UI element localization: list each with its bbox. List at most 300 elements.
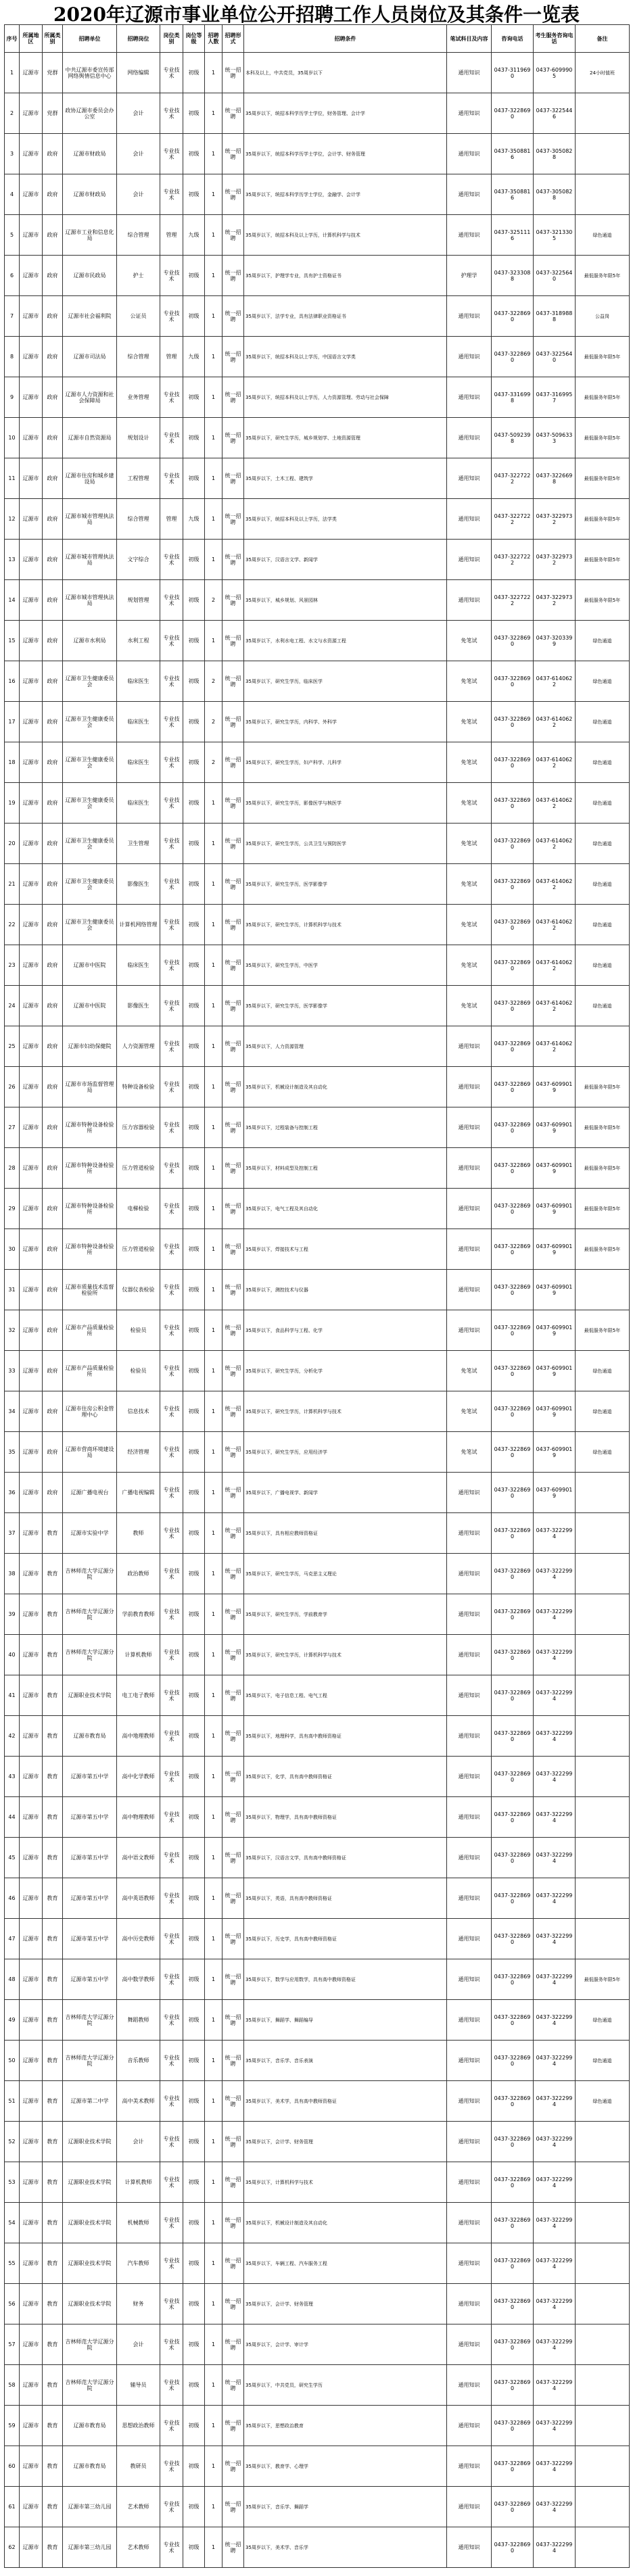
cell-service-phone: 0437-3222994 (534, 1959, 576, 2000)
cell-service-phone: 0437-6099019 (534, 1148, 576, 1189)
cell-consult-phone: 0437-3251116 (492, 215, 534, 256)
cell-unit: 辽源市社会福利院 (63, 296, 117, 337)
cell-region: 辽源市 (20, 93, 43, 134)
cell-unit: 吉林师范大学辽源分院 (63, 1594, 117, 1635)
cell-index: 59 (5, 2406, 20, 2446)
cell-post-type: 专业技术 (160, 1757, 183, 1797)
cell-index: 11 (5, 458, 20, 499)
cell-post-level: 九级 (183, 337, 205, 377)
cell-unit: 辽源市特种设备检验所 (63, 1229, 117, 1270)
table-row (5, 1675, 630, 1716)
cell-exam: 通用知识 (447, 2041, 492, 2081)
cell-headcount: 1 (205, 174, 222, 215)
cell-service-phone: 0437-3222994 (534, 1757, 576, 1797)
cell-post-level: 初级 (183, 1757, 205, 1797)
cell-post-level: 初级 (183, 174, 205, 215)
cell-consult-phone: 0437-3228690 (492, 93, 534, 134)
cell-post-type: 专业技术 (160, 2203, 183, 2243)
cell-method: 统一招聘 (222, 1067, 244, 1107)
cell-category: 教育 (43, 2081, 63, 2122)
cell-region: 辽源市 (20, 2081, 43, 2122)
cell-region: 辽源市 (20, 2000, 43, 2041)
cell-post-type: 专业技术 (160, 742, 183, 783)
cell-remark (576, 1473, 630, 1513)
cell-post-level: 初级 (183, 1797, 205, 1838)
cell-exam: 通用知识 (447, 580, 492, 621)
cell-post-type: 专业技术 (160, 2365, 183, 2406)
cell-region: 辽源市 (20, 296, 43, 337)
cell-headcount: 1 (205, 2487, 222, 2527)
table-row (5, 824, 630, 864)
cell-requirements: 35周岁以下，城乡规划、风景园林 (244, 580, 447, 621)
cell-consult-phone: 0437-3228690 (492, 2081, 534, 2122)
cell-remark (576, 1635, 630, 1675)
cell-service-phone: 0437-3222994 (534, 2203, 576, 2243)
table-row (5, 2243, 630, 2284)
cell-consult-phone: 0437-3228690 (492, 1310, 534, 1351)
cell-requirements: 35周岁以下，汉语言文学、新闻学 (244, 540, 447, 580)
cell-post-level: 初级 (183, 2406, 205, 2446)
cell-category: 政府 (43, 215, 63, 256)
cell-service-phone: 0437-3222994 (534, 1513, 576, 1554)
cell-region: 辽源市 (20, 1635, 43, 1675)
table-row (5, 499, 630, 540)
cell-unit: 辽源职业技术学院 (63, 2243, 117, 2284)
cell-category: 教育 (43, 2324, 63, 2365)
table-row (5, 986, 630, 1026)
cell-post-level: 初级 (183, 93, 205, 134)
cell-post-type: 管理 (160, 499, 183, 540)
cell-index: 51 (5, 2081, 20, 2122)
cell-headcount: 1 (205, 864, 222, 905)
cell-category: 政府 (43, 337, 63, 377)
cell-consult-phone: 0437-3228690 (492, 2000, 534, 2041)
cell-position: 临床医生 (117, 945, 160, 986)
cell-service-phone: 0437-3050828 (534, 174, 576, 215)
cell-post-level: 初级 (183, 1635, 205, 1675)
cell-remark: 绿色通道 (576, 621, 630, 661)
cell-category: 政府 (43, 905, 63, 945)
cell-post-level: 初级 (183, 1391, 205, 1432)
table-row (5, 1919, 630, 1959)
cell-service-phone: 0437-6099019 (534, 1189, 576, 1229)
cell-post-level: 初级 (183, 1959, 205, 2000)
table-row (5, 1878, 630, 1919)
table-body (5, 53, 630, 2568)
cell-position: 高中英语教师 (117, 1878, 160, 1919)
cell-headcount: 1 (205, 1797, 222, 1838)
cell-region: 辽源市 (20, 742, 43, 783)
cell-unit: 辽源市卫生健康委员会 (63, 905, 117, 945)
cell-consult-phone: 0437-3228690 (492, 1757, 534, 1797)
cell-method: 统一招聘 (222, 1391, 244, 1432)
table-row (5, 93, 630, 134)
cell-consult-phone: 0437-3228690 (492, 1351, 534, 1391)
cell-position: 会计 (117, 174, 160, 215)
cell-method: 统一招聘 (222, 1351, 244, 1391)
cell-position: 高中美术教师 (117, 2081, 160, 2122)
cell-post-type: 专业技术 (160, 2324, 183, 2365)
cell-method: 统一招聘 (222, 1229, 244, 1270)
cell-headcount: 1 (205, 418, 222, 458)
cell-remark: 最低服务年限5年 (576, 377, 630, 418)
cell-requirements: 35周岁以下，统招本科学历学士学位，金融学、会计学 (244, 174, 447, 215)
cell-requirements: 35周岁以下，物理学，具有高中教师资格证 (244, 1797, 447, 1838)
cell-service-phone: 0437-3222994 (534, 2081, 576, 2122)
cell-remark (576, 1594, 630, 1635)
cell-method: 统一招聘 (222, 1797, 244, 1838)
cell-exam: 通用知识 (447, 1148, 492, 1189)
cell-service-phone: 0437-3169957 (534, 377, 576, 418)
cell-consult-phone: 0437-3228690 (492, 1797, 534, 1838)
cell-exam: 免笔试 (447, 661, 492, 702)
cell-remark: 绿色通道 (576, 661, 630, 702)
cell-requirements: 35周岁以下，人力资源管理 (244, 1026, 447, 1067)
cell-service-phone: 0437-3229732 (534, 580, 576, 621)
cell-unit: 辽源市教育局 (63, 2406, 117, 2446)
cell-consult-phone: 0437-3228690 (492, 2041, 534, 2081)
cell-index: 58 (5, 2365, 20, 2406)
cell-position: 仪器仪表检验 (117, 1270, 160, 1310)
cell-remark: 最低服务年限5年 (576, 540, 630, 580)
cell-post-level: 初级 (183, 2122, 205, 2162)
table-row (5, 1270, 630, 1310)
cell-exam: 通用知识 (447, 1513, 492, 1554)
cell-position: 艺术教师 (117, 2527, 160, 2568)
cell-position: 广播电视编辑 (117, 1473, 160, 1513)
cell-position: 检验员 (117, 1310, 160, 1351)
cell-consult-phone: 0437-3228690 (492, 1878, 534, 1919)
cell-exam: 通用知识 (447, 499, 492, 540)
cell-post-level: 初级 (183, 53, 205, 93)
table-row (5, 1513, 630, 1554)
cell-unit: 辽源市质量技术监督检验所 (63, 1270, 117, 1310)
cell-index: 56 (5, 2284, 20, 2324)
cell-category: 政府 (43, 783, 63, 824)
cell-post-type: 专业技术 (160, 1107, 183, 1148)
cell-index: 47 (5, 1919, 20, 1959)
cell-headcount: 1 (205, 1270, 222, 1310)
cell-index: 45 (5, 1838, 20, 1878)
cell-exam: 通用知识 (447, 1635, 492, 1675)
column-header-exam: 笔试科目及内容 (447, 25, 492, 53)
cell-category: 教育 (43, 1513, 63, 1554)
cell-unit: 辽源市第五中学 (63, 1757, 117, 1797)
cell-unit: 辽源市第五中学 (63, 1959, 117, 2000)
cell-service-phone: 0437-3222994 (534, 2041, 576, 2081)
cell-category: 政府 (43, 1473, 63, 1513)
cell-unit: 辽源职业技术学院 (63, 2122, 117, 2162)
table-row (5, 2365, 630, 2406)
cell-index: 2 (5, 93, 20, 134)
cell-remark: 绿色通道 (576, 1432, 630, 1473)
cell-consult-phone: 0437-3228690 (492, 621, 534, 661)
cell-headcount: 1 (205, 1473, 222, 1513)
cell-unit: 辽源市产品质量检验所 (63, 1310, 117, 1351)
header-row (5, 25, 630, 53)
cell-method: 统一招聘 (222, 824, 244, 864)
cell-unit: 辽源市实验中学 (63, 1513, 117, 1554)
cell-exam: 通用知识 (447, 458, 492, 499)
table-row (5, 742, 630, 783)
cell-region: 辽源市 (20, 377, 43, 418)
cell-consult-phone: 0437-3228690 (492, 824, 534, 864)
column-header-post-level: 岗位等级 (183, 25, 205, 53)
cell-index: 52 (5, 2122, 20, 2162)
cell-headcount: 1 (205, 2000, 222, 2041)
cell-category: 政府 (43, 1351, 63, 1391)
cell-remark (576, 1026, 630, 1067)
cell-region: 辽源市 (20, 1554, 43, 1594)
cell-region: 辽源市 (20, 2406, 43, 2446)
cell-remark: 最低服务年限5年 (576, 1067, 630, 1107)
cell-remark: 最低服务年限5年 (576, 1189, 630, 1229)
cell-post-level: 初级 (183, 986, 205, 1026)
cell-position: 思想政治教师 (117, 2406, 160, 2446)
cell-post-level: 初级 (183, 458, 205, 499)
cell-region: 辽源市 (20, 458, 43, 499)
cell-region: 辽源市 (20, 2365, 43, 2406)
cell-unit: 辽源市第五中学 (63, 1919, 117, 1959)
cell-consult-phone: 0437-3228690 (492, 1189, 534, 1229)
cell-consult-phone: 0437-3227222 (492, 540, 534, 580)
cell-requirements: 35周岁以下，汉语言文学，具有高中教师资格证 (244, 1838, 447, 1878)
cell-post-type: 专业技术 (160, 1351, 183, 1391)
cell-index: 30 (5, 1229, 20, 1270)
cell-post-type: 专业技术 (160, 783, 183, 824)
cell-headcount: 1 (205, 499, 222, 540)
cell-index: 32 (5, 1310, 20, 1351)
cell-method: 统一招聘 (222, 1878, 244, 1919)
cell-post-type: 专业技术 (160, 2041, 183, 2081)
cell-consult-phone: 0437-3228690 (492, 702, 534, 742)
cell-exam: 通用知识 (447, 1310, 492, 1351)
cell-category: 教育 (43, 1757, 63, 1797)
cell-consult-phone: 0437-3228690 (492, 986, 534, 1026)
table-row (5, 2446, 630, 2487)
cell-index: 8 (5, 337, 20, 377)
cell-category: 政府 (43, 377, 63, 418)
column-header-requirements: 招聘条件 (244, 25, 447, 53)
cell-remark (576, 2365, 630, 2406)
cell-unit: 吉林师范大学辽源分院 (63, 2324, 117, 2365)
cell-method: 统一招聘 (222, 986, 244, 1026)
table-row (5, 783, 630, 824)
cell-unit: 辽源市财政局 (63, 134, 117, 174)
cell-post-type: 专业技术 (160, 905, 183, 945)
cell-region: 辽源市 (20, 621, 43, 661)
cell-index: 9 (5, 377, 20, 418)
table-row (5, 1554, 630, 1594)
table-row (5, 1229, 630, 1270)
cell-consult-phone: 0437-3228690 (492, 1919, 534, 1959)
cell-post-type: 专业技术 (160, 1067, 183, 1107)
cell-method: 统一招聘 (222, 1473, 244, 1513)
cell-exam: 通用知识 (447, 2284, 492, 2324)
cell-index: 43 (5, 1757, 20, 1797)
cell-exam: 通用知识 (447, 540, 492, 580)
cell-category: 教育 (43, 2122, 63, 2162)
cell-post-level: 初级 (183, 1026, 205, 1067)
cell-post-type: 专业技术 (160, 1878, 183, 1919)
cell-post-level: 九级 (183, 215, 205, 256)
cell-post-type: 专业技术 (160, 2487, 183, 2527)
cell-post-level: 初级 (183, 2284, 205, 2324)
cell-service-phone: 0437-3222994 (534, 1635, 576, 1675)
cell-method: 统一招聘 (222, 783, 244, 824)
cell-service-phone: 0437-3222994 (534, 1797, 576, 1838)
cell-requirements: 35周岁以下，具有相应教师资格证 (244, 1513, 447, 1554)
cell-region: 辽源市 (20, 1107, 43, 1148)
cell-index: 23 (5, 945, 20, 986)
cell-position: 规划设计 (117, 418, 160, 458)
cell-index: 42 (5, 1716, 20, 1757)
table-row (5, 2041, 630, 2081)
cell-headcount: 1 (205, 986, 222, 1026)
cell-region: 辽源市 (20, 1594, 43, 1635)
cell-exam: 通用知识 (447, 1878, 492, 1919)
cell-method: 统一招聘 (222, 1675, 244, 1716)
cell-index: 3 (5, 134, 20, 174)
cell-method: 统一招聘 (222, 1310, 244, 1351)
cell-exam: 免笔试 (447, 864, 492, 905)
cell-requirements: 35周岁以下，统招本科及以上学历，法学类 (244, 499, 447, 540)
cell-region: 辽源市 (20, 134, 43, 174)
cell-requirements: 35周岁以下，材料成型及控制工程 (244, 1148, 447, 1189)
cell-region: 辽源市 (20, 2324, 43, 2365)
cell-headcount: 1 (205, 621, 222, 661)
cell-position: 水利工程 (117, 621, 160, 661)
cell-post-type: 专业技术 (160, 1310, 183, 1351)
cell-remark (576, 2406, 630, 2446)
cell-method: 统一招聘 (222, 499, 244, 540)
cell-post-type: 专业技术 (160, 621, 183, 661)
cell-region: 辽源市 (20, 824, 43, 864)
column-header-post-type: 岗位类别 (160, 25, 183, 53)
cell-exam: 通用知识 (447, 1675, 492, 1716)
cell-unit: 辽源职业技术学院 (63, 2284, 117, 2324)
cell-remark: 最低服务年限5年 (576, 1310, 630, 1351)
cell-position: 计算机网络管理 (117, 905, 160, 945)
cell-remark (576, 93, 630, 134)
cell-post-level: 初级 (183, 1107, 205, 1148)
cell-service-phone: 0437-3222994 (534, 1554, 576, 1594)
table-row (5, 2324, 630, 2365)
cell-region: 辽源市 (20, 2284, 43, 2324)
cell-index: 50 (5, 2041, 20, 2081)
cell-headcount: 1 (205, 905, 222, 945)
cell-region: 辽源市 (20, 337, 43, 377)
cell-remark: 最低服务年限5年 (576, 1148, 630, 1189)
cell-requirements: 35周岁以下，音乐学、音乐表演 (244, 2041, 447, 2081)
cell-post-type: 专业技术 (160, 1716, 183, 1757)
cell-requirements: 35周岁以下，研究生学历，城乡规划学、土地资源管理 (244, 418, 447, 458)
cell-post-level: 初级 (183, 418, 205, 458)
cell-post-level: 初级 (183, 2446, 205, 2487)
cell-requirements: 35周岁以下，舞蹈学、舞蹈编导 (244, 2000, 447, 2041)
table-wrapper (0, 24, 633, 2568)
cell-unit: 辽源市城市管理执法局 (63, 540, 117, 580)
cell-method: 统一招聘 (222, 2162, 244, 2203)
cell-headcount: 1 (205, 824, 222, 864)
cell-index: 19 (5, 783, 20, 824)
cell-region: 辽源市 (20, 1716, 43, 1757)
cell-method: 统一招聘 (222, 2122, 244, 2162)
cell-post-type: 专业技术 (160, 174, 183, 215)
cell-position: 辅导员 (117, 2365, 160, 2406)
cell-service-phone: 0437-3225640 (534, 256, 576, 296)
cell-position: 艺术教师 (117, 2487, 160, 2527)
cell-post-type: 管理 (160, 215, 183, 256)
cell-unit: 辽源广播电视台 (63, 1473, 117, 1513)
cell-headcount: 1 (205, 2324, 222, 2365)
cell-post-level: 初级 (183, 824, 205, 864)
table-row (5, 174, 630, 215)
cell-remark (576, 1554, 630, 1594)
cell-headcount: 1 (205, 2406, 222, 2446)
cell-region: 辽源市 (20, 1067, 43, 1107)
cell-post-level: 初级 (183, 702, 205, 742)
cell-consult-phone: 0437-3228690 (492, 1229, 534, 1270)
cell-category: 教育 (43, 2446, 63, 2487)
cell-post-level: 初级 (183, 1067, 205, 1107)
cell-post-type: 专业技术 (160, 1189, 183, 1229)
cell-region: 辽源市 (20, 986, 43, 1026)
cell-region: 辽源市 (20, 1675, 43, 1716)
cell-service-phone: 0437-3222994 (534, 1878, 576, 1919)
cell-position: 高中历史教师 (117, 1919, 160, 1959)
cell-post-type: 专业技术 (160, 1229, 183, 1270)
cell-service-phone: 0437-3222994 (534, 2487, 576, 2527)
cell-index: 48 (5, 1959, 20, 2000)
cell-method: 统一招聘 (222, 1838, 244, 1878)
cell-region: 辽源市 (20, 1959, 43, 2000)
cell-requirements: 35周岁以下，电子信息工程、电气工程 (244, 1675, 447, 1716)
table-row (5, 296, 630, 337)
cell-index: 28 (5, 1148, 20, 1189)
cell-remark: 绿色通道 (576, 864, 630, 905)
cell-position: 高中语文教师 (117, 1838, 160, 1878)
cell-method: 统一招聘 (222, 621, 244, 661)
cell-unit: 辽源市工业和信息化局 (63, 215, 117, 256)
cell-method: 统一招聘 (222, 256, 244, 296)
cell-position: 临床医生 (117, 661, 160, 702)
cell-requirements: 35周岁以下，研究生学历，医学影像学 (244, 986, 447, 1026)
cell-remark: 绿色通道 (576, 1351, 630, 1391)
cell-category: 党群 (43, 53, 63, 93)
cell-post-level: 初级 (183, 2487, 205, 2527)
cell-requirements: 35周岁以下，研究生学历，分析化学 (244, 1351, 447, 1391)
column-header-unit: 招聘单位 (63, 25, 117, 53)
cell-remark: 绿色通道 (576, 1391, 630, 1432)
cell-unit: 辽源职业技术学院 (63, 2203, 117, 2243)
cell-headcount: 1 (205, 1838, 222, 1878)
cell-post-type: 专业技术 (160, 1148, 183, 1189)
cell-category: 教育 (43, 2365, 63, 2406)
cell-position: 卫生管理 (117, 824, 160, 864)
cell-headcount: 1 (205, 134, 222, 174)
cell-post-level: 初级 (183, 1310, 205, 1351)
cell-post-type: 专业技术 (160, 661, 183, 702)
column-header-category: 所属类别 (43, 25, 63, 53)
cell-consult-phone: 0437-3508816 (492, 134, 534, 174)
cell-region: 辽源市 (20, 53, 43, 93)
cell-service-phone: 0437-3222994 (534, 2406, 576, 2446)
cell-post-level: 初级 (183, 945, 205, 986)
cell-category: 政府 (43, 580, 63, 621)
cell-remark: 最低服务年限5年 (576, 337, 630, 377)
cell-headcount: 1 (205, 215, 222, 256)
